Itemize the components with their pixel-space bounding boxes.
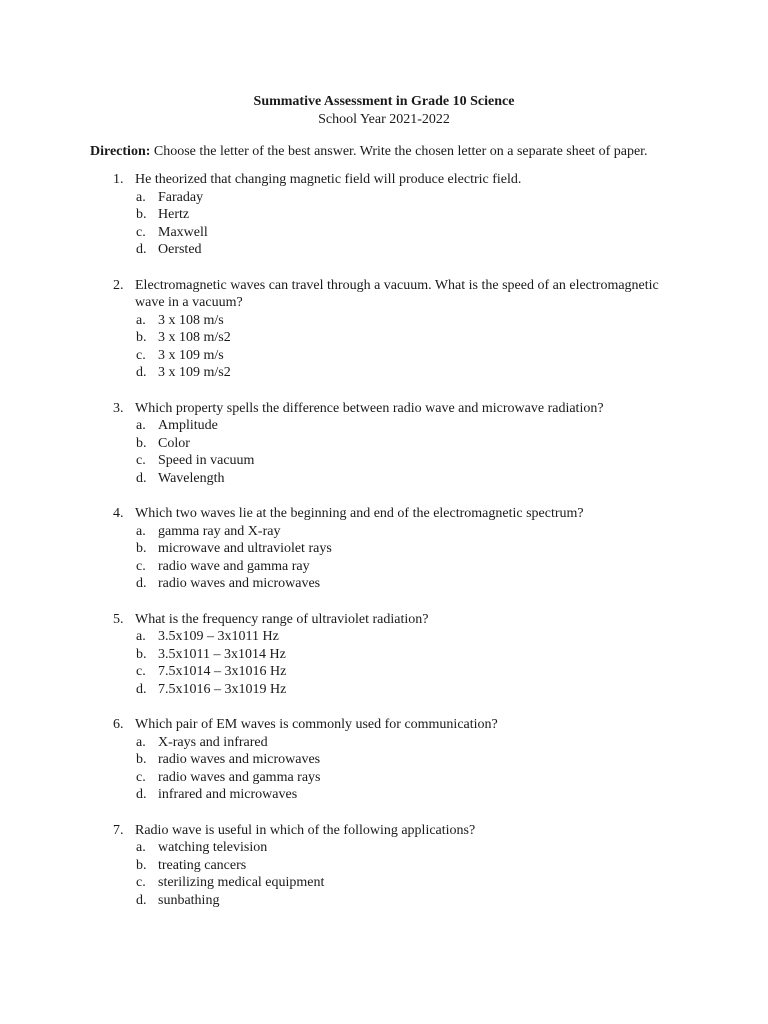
- question-number: 2.: [113, 277, 124, 293]
- question-number: 7.: [113, 822, 124, 838]
- option-letter: d.: [136, 576, 147, 591]
- option-text: 7.5x1016 – 3x1019 Hz: [158, 681, 287, 697]
- question-number: 5.: [113, 611, 124, 627]
- option-letter: c.: [136, 347, 146, 363]
- answer-option: [0, 470, 768, 488]
- option-letter: b.: [136, 857, 147, 873]
- question-text: Which two waves lie at the beginning and end of the electromagnetic spectrum?: [135, 506, 584, 521]
- answer-option: [0, 364, 768, 382]
- option-text: Amplitude: [158, 418, 218, 433]
- option-letter: c.: [136, 558, 146, 574]
- option-text: 3.5x109 – 3x1011 Hz: [158, 629, 279, 644]
- option-letter: d.: [136, 470, 147, 486]
- option-letter: b.: [136, 207, 147, 222]
- answer-option: [0, 857, 768, 875]
- option-text: watching television: [158, 840, 268, 855]
- question-text: What is the frequency range of ultraviolet radiation?: [135, 611, 429, 627]
- option-text: 3 x 109 m/s2: [158, 365, 231, 380]
- option-letter: a.: [136, 312, 146, 328]
- option-text: radio waves and microwaves: [158, 752, 321, 767]
- school-year: School Year 2021-2022: [318, 112, 450, 127]
- question-item: [0, 505, 768, 593]
- answer-option: [0, 523, 768, 541]
- option-text: Faraday: [158, 189, 204, 205]
- option-text: 3.5x1011 – 3x1014 Hz: [158, 646, 286, 662]
- question-text: Which property spells the difference between radio wave and microwave radiation?: [135, 400, 604, 416]
- option-text: radio waves and gamma rays: [158, 769, 321, 785]
- option-letter: d.: [136, 681, 147, 697]
- option-letter: d.: [136, 892, 147, 908]
- answer-option: [0, 839, 768, 857]
- question-number: 4.: [113, 506, 124, 521]
- answer-option: [0, 329, 768, 347]
- option-text: Wavelength: [158, 470, 225, 486]
- question-number: 6.: [113, 717, 124, 732]
- answer-option: [0, 874, 768, 892]
- question-number: 3.: [113, 400, 124, 416]
- answer-option: [0, 224, 768, 242]
- option-text: sunbathing: [158, 892, 220, 908]
- answer-option: [0, 206, 768, 224]
- option-text: microwave and ultraviolet rays: [158, 541, 332, 556]
- answer-option: [0, 540, 768, 558]
- answer-option: [0, 663, 768, 681]
- question-item: [0, 822, 768, 910]
- option-text: 3 x 109 m/s: [158, 347, 224, 363]
- option-letter: d.: [136, 787, 147, 802]
- option-text: 7.5x1014 – 3x1016 Hz: [158, 664, 287, 679]
- option-text: radio waves and microwaves: [158, 576, 321, 591]
- answer-option: [0, 347, 768, 365]
- option-letter: a.: [136, 418, 146, 433]
- answer-option: [0, 892, 768, 910]
- direction-label: Direction:: [90, 144, 151, 159]
- question-item: [0, 277, 768, 382]
- question-row: [0, 171, 768, 189]
- answer-option: [0, 575, 768, 593]
- question-item: [0, 611, 768, 699]
- answer-option: [0, 558, 768, 576]
- answer-option: [0, 452, 768, 470]
- answer-option: [0, 786, 768, 804]
- direction: [90, 143, 730, 160]
- question-item: [0, 171, 768, 259]
- answer-option: [0, 417, 768, 435]
- answer-option: [0, 435, 768, 453]
- option-text: 3 x 108 m/s: [158, 312, 224, 328]
- option-letter: c.: [136, 224, 146, 240]
- option-text: sterilizing medical equipment: [158, 875, 325, 890]
- question-number: 1.: [113, 172, 124, 187]
- option-letter: a.: [136, 840, 146, 855]
- answer-option: [0, 646, 768, 664]
- option-text: 3 x 108 m/s2: [158, 330, 231, 345]
- document-title: Summative Assessment in Grade 10 Science: [253, 94, 515, 109]
- answer-option: [0, 241, 768, 259]
- option-text: Speed in vacuum: [158, 453, 255, 468]
- option-letter: b.: [136, 435, 147, 451]
- option-text: radio wave and gamma ray: [158, 558, 310, 574]
- question-row: [0, 277, 768, 312]
- option-text: X-rays and infrared: [158, 734, 268, 750]
- option-letter: c.: [136, 664, 146, 679]
- option-letter: d.: [136, 242, 147, 257]
- option-text: infrared and microwaves: [158, 787, 298, 802]
- option-letter: c.: [136, 453, 146, 468]
- option-letter: a.: [136, 629, 146, 644]
- question-row: [0, 611, 768, 629]
- option-letter: c.: [136, 769, 146, 785]
- option-text: Maxwell: [158, 224, 208, 240]
- question-text: Which pair of EM waves is commonly used for communication?: [135, 717, 498, 732]
- option-letter: a.: [136, 189, 146, 205]
- question-row: [0, 716, 768, 734]
- question-text: Electromagnetic waves can travel through a vacuum. What is the speed of an electromagnetic wave in a vacuum?: [135, 277, 659, 310]
- option-text: gamma ray and X-ray: [158, 523, 281, 539]
- option-letter: b.: [136, 752, 147, 767]
- answer-option: [0, 681, 768, 699]
- option-letter: b.: [136, 646, 147, 662]
- option-letter: a.: [136, 734, 146, 750]
- option-letter: c.: [136, 875, 146, 890]
- question-row: [0, 505, 768, 523]
- question-text: Radio wave is useful in which of the following applications?: [135, 822, 476, 838]
- answer-option: [0, 628, 768, 646]
- question-item: [0, 716, 768, 804]
- direction-text: Choose the letter of the best answer. Write the chosen letter on a separate sheet of paper.: [150, 144, 648, 159]
- option-text: Oersted: [158, 242, 202, 257]
- question-row: [0, 822, 768, 840]
- option-text: treating cancers: [158, 857, 247, 873]
- answer-option: [0, 189, 768, 207]
- option-letter: b.: [136, 330, 147, 345]
- option-letter: a.: [136, 523, 146, 539]
- answer-option: [0, 769, 768, 787]
- option-text: Hertz: [158, 207, 190, 222]
- question-list: [0, 171, 768, 927]
- option-letter: b.: [136, 541, 147, 556]
- answer-option: [0, 751, 768, 769]
- question-text: He theorized that changing magnetic field will produce electric field.: [135, 172, 522, 187]
- answer-option: [0, 734, 768, 752]
- question-item: [0, 400, 768, 488]
- option-letter: d.: [136, 365, 147, 380]
- question-row: [0, 400, 768, 418]
- option-text: Color: [158, 435, 190, 451]
- answer-option: [0, 312, 768, 330]
